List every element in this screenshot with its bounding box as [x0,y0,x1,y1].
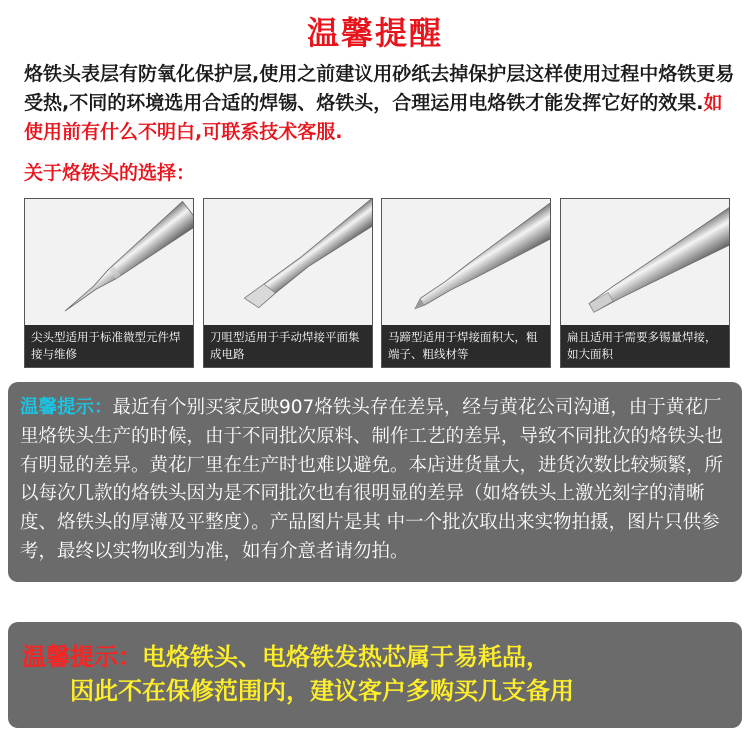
tip-selection-heading: 关于烙铁头的选择： [24,162,196,184]
notice1-label: 温馨提示： [20,397,113,418]
tip-card-flat [560,198,730,368]
notice2-label: 温馨提示： [22,643,142,671]
tip-caption-pointed: 尖头型适用于标准微型元件焊接与维修 [25,325,193,367]
tip-card-hoof [381,198,551,368]
tip-caption-flat: 扁且适用于需要多锡量焊接，如大面积 [561,325,729,367]
notice1-text: 最近有个别买家反映907烙铁头存在差异，经与黄花公司沟通，由于黄花厂里烙铁头生产的时候，由于不同批次原料、制作工艺的差异，导致不同批次的烙铁头也有明显的差异。黄花厂里在生产时也难以避免。本店进货量大，进货次数比较频繁，所以每次几款的烙铁头因为是不同批次也有很明显的差异（如烙铁头上激光刻字的清晰度、烙铁头的厚薄及平整度）。产品图片是其 中一个批次取出来实物拍摄，图片只供参考，最终以实物收到为准，如有介意者请勿拍。 [20,397,724,562]
notice-consumables [8,622,742,728]
tip-caption-hoof: 马蹄型适用于焊接面积大，粗端子、粗线材等 [382,325,550,367]
tip-card-knife [203,198,373,368]
notice2-line1 [22,640,732,674]
notice2-line1-text: 电烙铁头、电烙铁发热芯属于易耗品， [142,643,550,671]
notice2-line2: 因此不在保修范围内，建议客户多购买几支备用 [70,677,574,705]
intro-paragraph [24,60,736,147]
notice-batch-difference [8,382,742,582]
intro-highlight: 如使用前有什么不明白,可联系技术客服. [24,92,723,143]
tip-caption-knife: 刀咀型适用于手动焊接平面集成电路 [204,325,372,367]
tip-card-pointed [24,198,194,368]
intro-text: 烙铁头表层有防氧化保护层,使用之前建议用砂纸去掉保护层这样使用过程中烙铁更易受热,不同的环境选用合适的焊锡、烙铁头，合理运用电烙铁才能发挥它好的效果. [24,63,735,114]
page-title: 温馨提醒 [306,14,443,52]
